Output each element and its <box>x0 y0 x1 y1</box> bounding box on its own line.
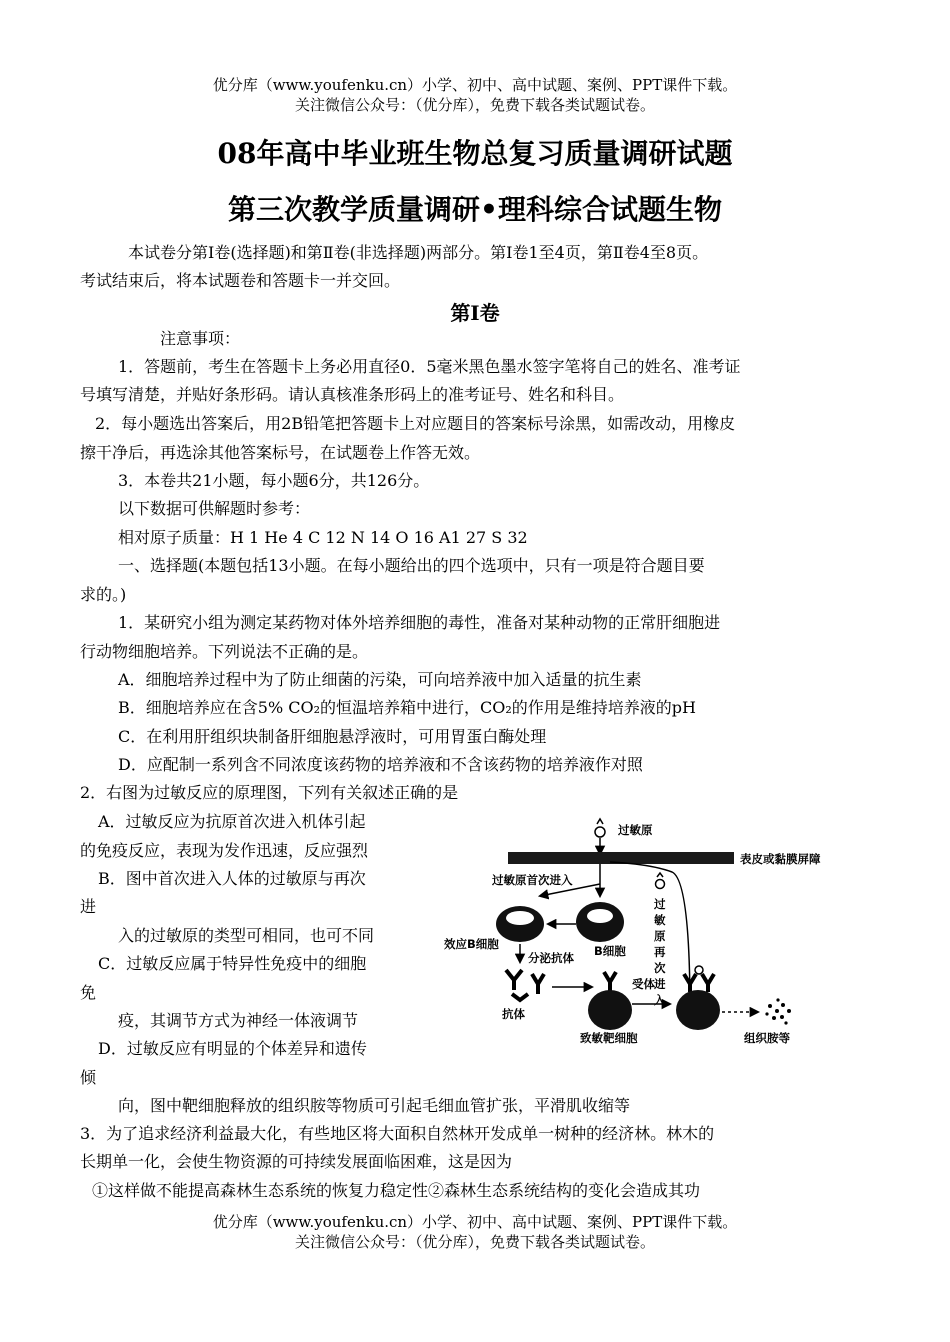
header-line-2: 关注微信公众号：（优分库），免费下载各类试题试卷。 <box>294 96 655 114</box>
header-line-1: 优分库（www.youfenku.cn）小学、初中、高中试题、案例、PPT课件下载。 <box>212 76 738 94</box>
svg-text:再: 再 <box>654 945 666 959</box>
allergy-diagram <box>440 812 850 1052</box>
effector-b-cell <box>496 906 544 942</box>
svg-text:原: 原 <box>654 929 666 943</box>
note-3: 3．本卷共21小题，每小题6分，共126分。 <box>118 471 430 490</box>
label-barrier: 表皮或黏膜屏障 <box>740 852 821 866</box>
page-title: 08年高中毕业班生物总复习质量调研试题 <box>217 137 733 170</box>
q2-stem: 2．右图为过敏反应的原理图，下列有关叙述正确的是 <box>80 783 459 802</box>
q2-option-c-3: 疫，其调节方式为神经一体液调节 <box>118 1011 359 1030</box>
target-cell <box>588 972 632 1030</box>
q2-option-d-3: 向，图中靶细胞释放的组织胺等物质可引起毛细血管扩张，平滑肌收缩等 <box>118 1096 631 1115</box>
label-first-entry: 过敏原首次进入 <box>492 873 573 887</box>
part1-line-b: 求的。) <box>80 585 127 604</box>
q3-stem-a: 3．为了追求经济利益最大化，有些地区将大面积自然林开发成单一树种的经济林。林木的 <box>80 1124 715 1143</box>
note-1a: 1．答题前，考生在答题卡上务必用直径0．5毫米黑色墨水签字笔将自己的姓名、准考证 <box>118 357 741 376</box>
label-b-cell: B细胞 <box>594 944 626 958</box>
label-receptor: 受体 <box>632 977 655 991</box>
q3-stem-b: 长期单一化，会使生物资源的可持续发展面临困难，这是因为 <box>80 1152 513 1171</box>
antibody-icon <box>506 970 544 1000</box>
q2-option-c-2: 免 <box>80 983 97 1002</box>
section-title: 第Ⅰ卷 <box>450 301 500 325</box>
b-cell <box>576 902 624 942</box>
q2-option-d-1: D．过敏反应有明显的个体差异和遗传 <box>98 1039 367 1058</box>
target-cell-activated <box>676 966 720 1030</box>
q1-stem-b: 行动物细胞培养。下列说法不正确的是。 <box>80 642 369 661</box>
label-effector-b: 效应B细胞 <box>444 937 499 951</box>
footer-line-1: 优分库（www.youfenku.cn）小学、初中、高中试题、案例、PPT课件下载。 <box>212 1213 738 1231</box>
svg-text:入: 入 <box>654 993 666 1007</box>
svg-text:次: 次 <box>654 961 666 975</box>
q2-option-b-2: 进 <box>80 897 97 916</box>
page-subtitle: 第三次教学质量调研•理科综合试题生物 <box>228 193 722 226</box>
q2-option-c-1: C．过敏反应属于特异性免疫中的细胞 <box>98 954 367 973</box>
note-2a: 2．每小题选出答案后，用2B铅笔把答题卡上对应题目的答案标号涂黑，如需改动，用橡皮 <box>95 414 736 433</box>
part1-line-a: 一、选择题(本题包括13小题。在每小题给出的四个选项中，只有一项是符合题目要 <box>118 556 705 575</box>
svg-text:敏: 敏 <box>654 913 666 927</box>
q2-option-a-1: A．过敏反应为抗原首次进入机体引起 <box>98 812 366 831</box>
note-reference: 以下数据可供解题时参考： <box>118 499 311 518</box>
intro-line-2: 考试结束后，将本试题卷和答题卡一并交回。 <box>80 271 401 290</box>
allergen-reentry-icon <box>656 873 665 889</box>
footer-line-2: 关注微信公众号：（优分库），免费下载各类试题试卷。 <box>294 1233 655 1251</box>
intro-line-1: 本试卷分第Ⅰ卷(选择题)和第Ⅱ卷(非选择题)两部分。第Ⅰ卷1至4页，第Ⅱ卷4至8页。 <box>128 243 709 262</box>
q2-option-b-3: 入的过敏原的类型可相同，也可不同 <box>118 926 375 945</box>
label-allergen: 过敏原 <box>618 823 653 837</box>
svg-text:过: 过 <box>654 897 666 911</box>
label-histamine: 组织胺等 <box>744 1031 790 1045</box>
q1-option-d: D．应配制一系列含不同浓度该药物的培养液和不含该药物的培养液作对照 <box>118 755 643 774</box>
q1-option-a: A．细胞培养过程中为了防止细菌的污染，可向培养液中加入适量的抗生素 <box>118 670 642 689</box>
q1-stem-a: 1．某研究小组为测定某药物对体外培养细胞的毒性，准备对某种动物的正常肝细胞进 <box>118 613 721 632</box>
label-antibody: 抗体 <box>502 1007 525 1021</box>
histamine-particles <box>765 998 791 1024</box>
svg-text:进: 进 <box>654 977 666 991</box>
q3-stem-c: ①这样做不能提高森林生态系统的恢复力稳定性②森林生态系统结构的变化会造成其功 <box>92 1181 701 1200</box>
notes-heading: 注意事项： <box>160 329 241 348</box>
label-target-cell: 致敏靶细胞 <box>580 1031 638 1045</box>
q2-option-d-2: 倾 <box>80 1068 97 1087</box>
q2-option-b-1: B．图中首次进入人体的过敏原与再次 <box>98 869 366 888</box>
note-atomic-mass: 相对原子质量：H 1 He 4 C 12 N 14 O 16 A1 27 S 32 <box>118 528 528 547</box>
q1-option-b: B．细胞培养应在含5% CO₂的恒温培养箱中进行，CO₂的作用是维持培养液的pH <box>118 698 696 717</box>
label-secrete: 分泌抗体 <box>528 951 574 965</box>
note-1b: 号填写清楚，并贴好条形码。请认真核准条形码上的准考证号、姓名和科目。 <box>80 385 625 404</box>
q1-option-c: C．在利用肝组织块制备肝细胞悬浮液时，可用胃蛋白酶处理 <box>118 727 547 746</box>
allergen-icon <box>595 819 605 837</box>
q2-option-a-2: 的免疫反应，表现为发作迅速，反应强烈 <box>80 841 369 860</box>
note-2b: 擦干净后，再选涂其他答案标号，在试题卷上作答无效。 <box>80 443 481 462</box>
